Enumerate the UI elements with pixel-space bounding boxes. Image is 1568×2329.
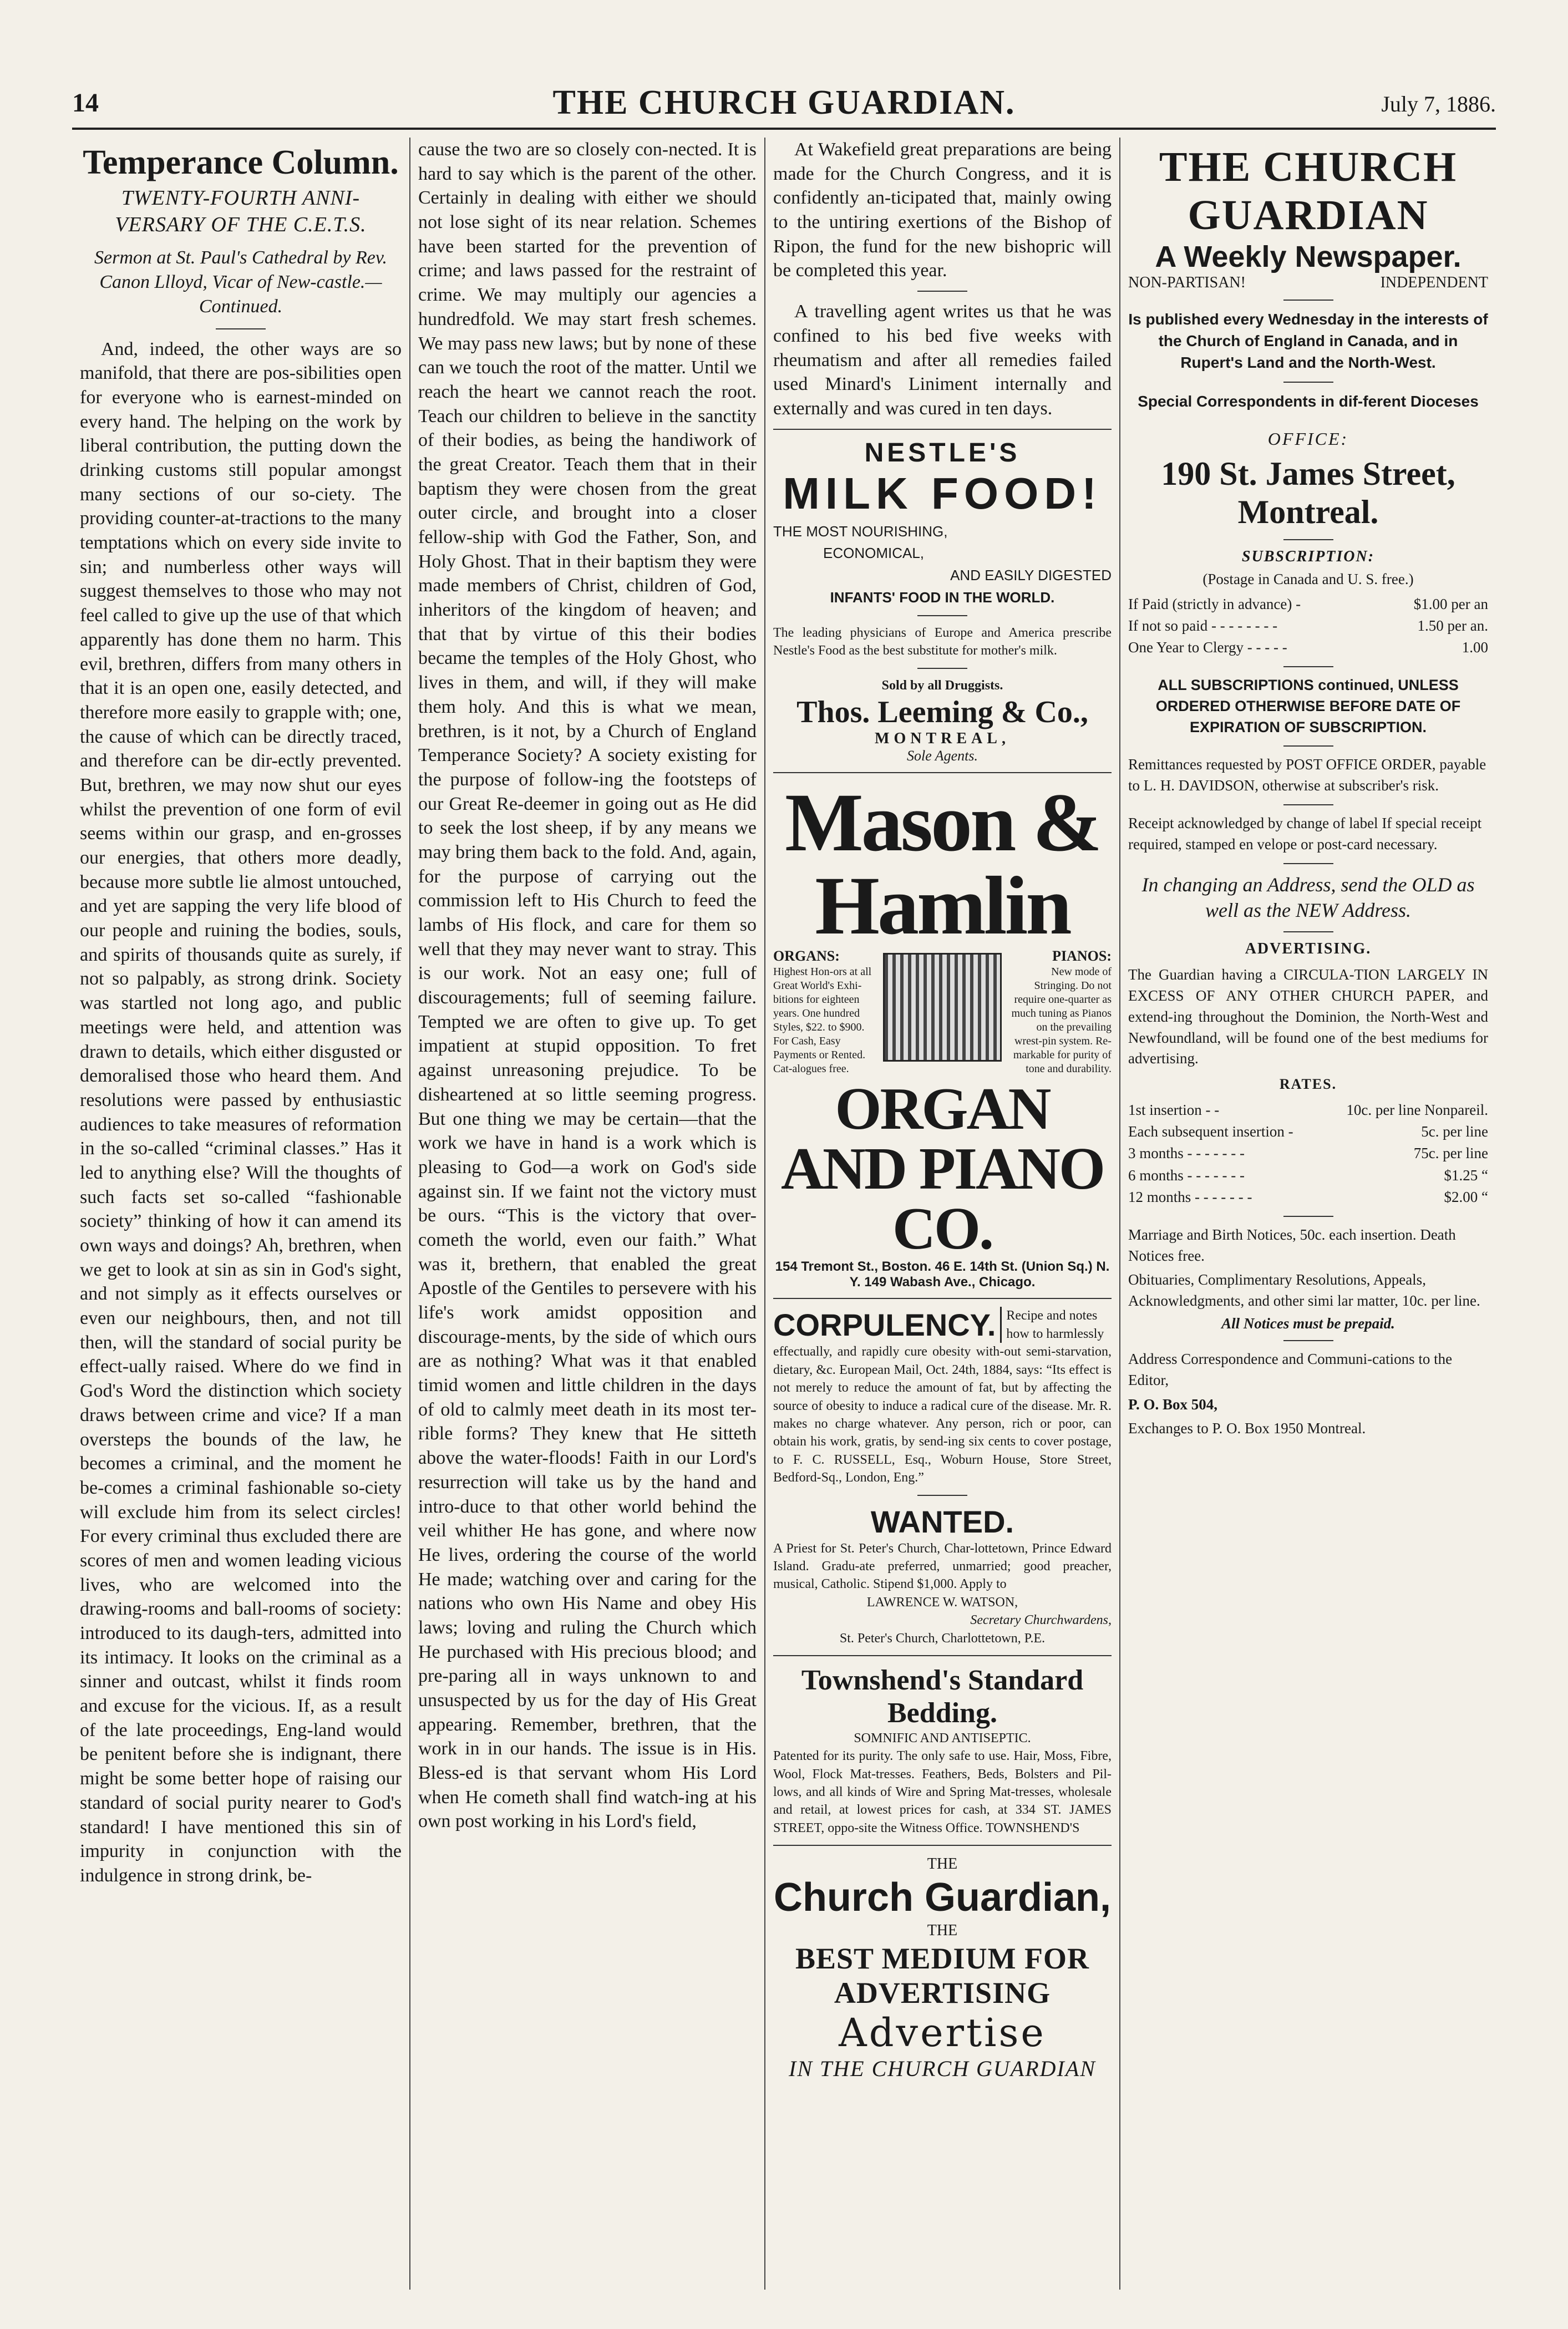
wanted-ad: [773, 1504, 1112, 1647]
divider: [1283, 863, 1333, 864]
prepaid-note: All Notices must be prepaid.: [1221, 1315, 1395, 1332]
townshend-heading: Townshend's Standard Bedding.: [801, 1664, 1084, 1729]
mason-hamlin-details: [773, 947, 1112, 1077]
liniment-item: A travelling agent writes us that he was confined to his bed five weeks with rheumatism and after all remedies failed used Minard's Liniment internally and externally and was cured in ten days.: [773, 301, 1112, 419]
guardian-name: Church Guardian,: [773, 1875, 1112, 1920]
rate-value: $2.00 “: [1444, 1188, 1488, 1205]
divider: [917, 668, 967, 669]
marriage-notices: Marriage and Birth Notices, 50c. each insertion. Death Notices free.: [1128, 1226, 1456, 1264]
non-partisan: NON-PARTISAN!: [1128, 274, 1246, 291]
published-notice: Is published every Wednesday in the interests of the Church of England in Canada, and in Rupert's Land and the North-West.: [1128, 311, 1488, 372]
divider: [1283, 382, 1333, 383]
newspaper-title: THE CHURCH GUARDIAN.: [552, 84, 1016, 121]
column-1: [72, 138, 410, 2290]
special-correspondents: Special Correspondents in dif-ferent Dioceses: [1138, 392, 1479, 410]
nestle-body: The leading physicians of Europe and America prescribe Nestle's Food as the best substitute for mother's milk.: [773, 625, 1112, 658]
wakefield-item: At Wakefield great preparations are being made for the Church Congress, and it is confidently an-ticipated that, mainly owing to the untiring exertions of the Bishop of Ripon, the fund for the new bishopric will be completed this year.: [773, 139, 1112, 281]
rate-label: 3 months - - - - - - -: [1128, 1145, 1245, 1162]
divider: [1283, 539, 1333, 540]
change-address-note: In changing an Address, send the OLD as well as the NEW Address.: [1141, 873, 1475, 922]
office-address: 190 St. James Street, Montreal.: [1161, 455, 1455, 530]
temperance-subheading-2: VERSARY OF THE C.E.T.S.: [115, 213, 367, 236]
issue-date: July 7, 1886.: [1381, 92, 1496, 116]
nestle-product: MILK FOOD!: [783, 468, 1102, 518]
divider: [1283, 300, 1333, 301]
sermon-byline: Sermon at St. Paul's Cathedral by Rev. Canon Llloyd, Vicar of New-castle.—Continued.: [94, 247, 387, 317]
advertising-text: The Guardian having a CIRCULA-TION LARGELY IN EXCESS OF ANY OTHER CHURCH PAPER, and extend-ing throughout the Dominion, the North-West and Newfoundland, will be found one of the best mediums for advertising.: [1128, 966, 1488, 1067]
rate-value: 1.00: [1462, 638, 1488, 656]
column-4: [1120, 138, 1496, 2290]
mason-hamlin-title: Mason & Hamlin: [785, 776, 1100, 952]
rate-label: If not so paid - - - - - - - -: [1128, 617, 1278, 634]
ad-rate-row: [1128, 1186, 1488, 1208]
office-label: OFFICE:: [1267, 428, 1349, 449]
divider: [917, 615, 967, 616]
obituaries-note: Obituaries, Complimentary Resolutions, Appeals, Acknowledgments, and other simi lar matter, 10c. per line.: [1128, 1271, 1480, 1310]
rate-value: 10c. per line Nonpareil.: [1346, 1102, 1488, 1119]
townshend-body: Patented for its purity. The only safe to use. Hair, Moss, Fibre, Wool, Flock Mat-tresses. Feathers, Beds, Bolsters and Pil-lows, and all kinds of Wire and Spring Mat-tresses, wholesale and retail, at lowest prices for cash, at 334 ST. JAMES STREET, oppo-site the Witness Office. TOWNSHEND'S: [773, 1749, 1112, 1835]
rate-label: 1st insertion - -: [1128, 1102, 1220, 1119]
receipt-note: Receipt acknowledged by change of label If special receipt required, stamped en velope or post-card necessary.: [1128, 814, 1482, 853]
divider: [1283, 745, 1333, 747]
rate-label: 12 months - - - - - - -: [1128, 1188, 1252, 1205]
rate-value: 75c. per line: [1413, 1145, 1488, 1162]
subscriptions-continued: ALL SUBSCRIPTIONS continued, UNLESS ORDERED OTHERWISE BEFORE DATE OF EXPIRATION OF SUBSCRIPTION.: [1155, 676, 1461, 735]
divider: [1283, 1216, 1333, 1217]
sub-rate-row: [1128, 593, 1488, 615]
wanted-contact-place: St. Peter's Church, Charlottetown, P.E.: [839, 1631, 1046, 1646]
page-number: 14: [72, 88, 99, 118]
article-continuation: cause the two are so closely con-nected. It is hard to say which is the parent of the other. Certainly in dealing with either we should not lose sight of its near relation. Schemes have been started for the prevention of crime; and laws passed for the restraint of crime. We may multiply our agencies a hundredfold. We may start fresh schemes. We may pass new laws; but by none of these can we touch the root of the matter. Until we reach the heart we cannot reach the root. Teach our children to believe in the sanctity of their bodies, as being the handiwork of the great Creator. Teach them that in their baptism they were chosen from the great outer circle, and brought into a closer fellow-ship with God the Father, Son, and Holy Ghost. That in their baptism they were made members of Christ, children of God, inheritors of the kingdom of heaven; and that that by virtue of this their bodies became the temples of the Holy Ghost, who lives in them, and will, if they will make them holy. And this is what we mean, brethren, is it not, by a Church of England Temperance Society? A society existing for the purpose of follow-ing the footsteps of our Great Re-deemer in going out as He did to seek the lost sheep, if by any means we may bring them back to the fold. And, again, for the purpose of carrying out the commission left to His Church to feed the lambs of His flock, and care for them so well that they may never want to stray. This is our work. Not an easy one; full of discouragements; full of seeming failure. Tempted we are often to give up. To get impatient at stupid opposition. To fret against unreasoning prejudice. To be disheartened at so little seeming progress. But one thing we may be certain—that the work we have in hand is a work which is pleasing to God—a work on God's side against sin. If we faint not the victory must be ours. “This is the victory that over-cometh the world, even our faith.” What was it, brethern, that enabled the great Apostle of the Gentiles to persevere with his life's work amidst opposition and discourage-ments, by the side of which ours are as nothing? What was it that enabled timid women and little children in the days of old to calmly meet death in its most ter-rible forms? They knew that He sitteth above the water-floods! Faith in our Lord's resurrection will take us by the hand and intro-duce to that other world behind the veil whither He has gone, and where now He lives, ordering the course of the world He made; watching over and caring for the nations who own His Name and obey His laws; loving and ruling the Church which He purchased with His precious blood; and pre-paring all in ways unknown to and unsuspected by us for the day of His Great appearing. Remember, brethren, that the work in in our hands. The issue is in His. Bless-ed is that servant whom His Lord when He cometh shall find watch-ing at his own post working in his Lord's field,: [418, 139, 757, 1832]
guardian-masthead: THE CHURCH GUARDIAN: [1159, 144, 1458, 239]
divider: [1283, 666, 1333, 667]
ad-rate-row: [1128, 1143, 1488, 1164]
townshend-sub: SOMNIFIC AND ANTISEPTIC.: [854, 1731, 1031, 1746]
nestle-sold: Sold by all Druggists.: [881, 678, 1003, 693]
remittances-note: Remittances requested by POST OFFICE ORDER, payable to L. H. DAVIDSON, otherwise at subscriber's risk.: [1128, 756, 1486, 794]
postage-note: (Postage in Canada and U. S. free.): [1202, 570, 1414, 587]
rates-label: RATES.: [1279, 1076, 1337, 1093]
townshend-ad: [773, 1664, 1112, 1837]
divider: [773, 772, 1112, 773]
masthead: [72, 83, 1496, 130]
divider: [917, 1495, 967, 1496]
divider: [1283, 804, 1333, 805]
sub-rate-row: [1128, 637, 1488, 658]
temperance-heading: Temperance Column.: [83, 144, 399, 181]
mason-hamlin-ad: [773, 776, 1112, 1291]
wanted-contact-role: Secretary Churchwardens,: [970, 1613, 1112, 1628]
partisan-row: [1128, 274, 1488, 292]
leeming-agents: Sole Agents.: [906, 747, 978, 764]
piano-illustration: [883, 953, 1002, 1062]
wanted-heading: WANTED.: [870, 1504, 1014, 1539]
guardian-the-1: THE: [927, 1855, 958, 1873]
weekly-newspaper: A Weekly Newspaper.: [1155, 240, 1462, 273]
in-church-guardian: IN THE CHURCH GUARDIAN: [789, 2056, 1096, 2081]
rate-label: Each subsequent insertion -: [1128, 1123, 1293, 1140]
subscription-label: SUBSCRIPTION:: [1241, 547, 1375, 565]
organs-text: Highest Hon-ors at all Great World's Exhi-bitions for eighteen years. One hundred Styles, $22. to $900. For Cash, Easy Payments or Rented. Cat-alogues free.: [773, 966, 872, 1075]
divider: [773, 1298, 1112, 1299]
corpulency-ad: [773, 1307, 1112, 1486]
pianos-label: PIANOS:: [1052, 947, 1112, 964]
pianos-text: New mode of Stringing. Do not require one-quarter as much tuning as Pianos on the prevailing wrest-pin system. Re-markable for purity of tone and durability.: [1011, 966, 1112, 1075]
organs-label: ORGANS:: [773, 947, 840, 964]
column-2: [410, 138, 765, 2290]
po-box: P. O. Box 504,: [1128, 1396, 1218, 1413]
columns: [72, 138, 1496, 2290]
nestle-ad: [773, 438, 1112, 764]
rate-label: If Paid (strictly in advance) -: [1128, 595, 1301, 612]
corpulency-side: Recipe and notes how to harmlessly: [1006, 1308, 1104, 1341]
advertising-label: ADVERTISING.: [1245, 940, 1372, 958]
article-paragraph: And, indeed, the other ways are so manifold, that there are pos-sibilities open for everyone who is earnest-minded on every hand. The helping on the work by liberal contribution, the putting down the drinking customs still popular amongst many sections of our so-ciety. The providing counter-at-tractions to the many temptations which on every side invite to sin; and numberless other ways will suggest themselves to those who may not feel called to give up the use of that which apparently has done them no harm. This evil, brethren, differs from many others in that it is an open one, easily detected, and therefore more easily to grapple with; one, the cause of which can be directly traced, and therefore can be dir-ectly prevented. But, brethren, we may now shut our eyes whilst the prevention of one form of evil seems within our grasp, and en-grosses our energies, that others more deadly, because more subtle lie almost untouched, and yet are sapping the very life blood of our people and ruining the bodies, souls, and spirits of thousands quite as surely, if not so palpably, as strong drink. Society was startled not long ago, and public meetings were held, and attention was drawn to details, which either disgusted or demoralised those who heard them. And resolutions were passed by enthusiastic audiences to take measures of reformation in the so-called “criminal classes.” Has it led to anything else? Will the thoughts of such facts set so-called “fashionable society” thinking of how it can amend its own ways and doings? Ah, brethren, when we get to look at sin as sin in God's sight, and not simply as it effects ourselves or even our neighbours, then, and not till then, will the standard of social purity be effect-ually raised. Where do we find in God's Word the distinction which society draws between crime and vice? If a man oversteps the bounds of the law, he becomes a criminal, and the moment he be-comes a criminal fashionable so-ciety will exclude him from its select circles! For every criminal thus excluded there are scores of men and women leading vicious lives, who are welcomed into the drawing-rooms and ball-rooms of society: introduced to its daugh-ters, admitted into its intimacy. It looks on the criminal as a sinner and outcast, whilst it finds room and excuse for the vicious. If, as a result of the late proceedings, Eng-land would be penitent before she is indignant, there might be some better hope of raising our standard of social purity nearer to God's standard! I have mentioned this sin of impurity in conjunction with the indulgence in strong drink, be-: [80, 338, 402, 1886]
rate-value: $1.25 “: [1444, 1166, 1488, 1184]
organs-column: [773, 947, 877, 1077]
leeming-firm: Thos. Leeming & Co.,: [796, 694, 1088, 729]
rate-label: 6 months - - - - - - -: [1128, 1166, 1245, 1184]
rate-value: 1.50 per an.: [1417, 617, 1488, 634]
organ-piano-co: ORGAN AND PIANO CO.: [781, 1076, 1104, 1262]
pianos-column: [1007, 947, 1112, 1077]
corpulency-heading: CORPULENCY.: [773, 1307, 1002, 1343]
nestle-desc-4: INFANTS' FOOD IN THE WORLD.: [830, 588, 1055, 606]
rate-value: $1.00 per an: [1413, 595, 1488, 612]
divider: [1283, 931, 1333, 932]
wanted-contact-name: LAWRENCE W. WATSON,: [866, 1595, 1018, 1610]
independent: INDEPENDENT: [1380, 274, 1488, 291]
corpulency-body: effectually, and rapidly cure obesity with-out semi-starvation, dietary, &c. European Mail, Oct. 24th, 1884, says: “Its effect is not merely to reduce the amount of fat, but by affecting the source of obesity to induce a radical cure of the disease. Mr. R. makes no charge whatever. Any person, rich or poor, can obtain his work, gratis, by send-ing six cents to cover postage, to F. C. RUSSELL, Esq., Woburn House, Store Street, Bedford-Sq., London, Eng.”: [773, 1344, 1112, 1485]
advertise-script: Advertise: [839, 2010, 1046, 2056]
rate-label: One Year to Clergy - - - - -: [1128, 638, 1287, 656]
ad-rate-row: [1128, 1121, 1488, 1143]
nestle-desc-1: THE MOST NOURISHING,: [773, 522, 948, 540]
sub-rate-row: [1128, 615, 1488, 637]
divider: [773, 429, 1112, 430]
ad-rate-row: [1128, 1099, 1488, 1121]
nestle-desc-3: AND EASILY DIGESTED: [950, 567, 1112, 584]
divider: [1283, 1340, 1333, 1341]
column-3: [765, 138, 1120, 2290]
guardian-the-2: THE: [927, 1922, 958, 1940]
address-correspondence: Address Correspondence and Communi-cations to the Editor,: [1128, 1351, 1453, 1388]
guardian-advert: [773, 1854, 1112, 2082]
best-medium: BEST MEDIUM FOR ADVERTISING: [795, 1941, 1090, 2010]
leeming-city: MONTREAL,: [875, 729, 1010, 747]
divider: [917, 291, 967, 292]
corpulency-header: [773, 1307, 1112, 1343]
divider: [773, 1845, 1112, 1846]
nestle-desc-2: ECONOMICAL,: [823, 545, 925, 562]
divider: [216, 328, 266, 329]
rate-value: 5c. per line: [1421, 1123, 1488, 1140]
wanted-body: A Priest for St. Peter's Church, Char-lottetown, Prince Edward Island. Gradu-ate preferred, unmarried; good preacher, musical, Catholic. Stipend $1,000. Apply to: [773, 1541, 1112, 1592]
exchanges-note: Exchanges to P. O. Box 1950 Montreal.: [1128, 1420, 1366, 1437]
temperance-subheading-1: TWENTY-FOURTH ANNI-: [121, 186, 361, 210]
divider: [773, 1655, 1112, 1656]
nestle-brand: NESTLE'S: [864, 438, 1021, 468]
ad-rate-row: [1128, 1165, 1488, 1186]
mason-hamlin-address: 154 Tremont St., Boston. 46 E. 14th St. (Union Sq.) N. Y. 149 Wabash Ave., Chicago.: [775, 1259, 1110, 1290]
